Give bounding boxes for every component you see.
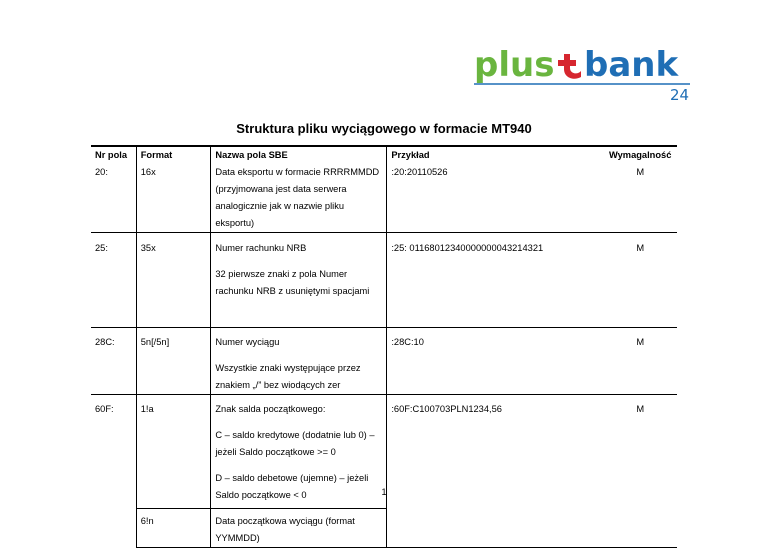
cell-nr: 60F: xyxy=(91,395,136,548)
table-row xyxy=(91,328,677,395)
cell-nr: 25: xyxy=(91,233,136,328)
row-1-nr xyxy=(91,146,136,233)
cell-nazwa: Znak salda początkowego: xyxy=(215,404,326,414)
cell-nazwa-note: Wszystkie znaki występujące przez znakiem „/” bez wiodących zer xyxy=(215,363,361,390)
cell-nazwa: Data początkowa wyciągu (format YYMMDD) xyxy=(211,509,387,548)
document-title: Struktura pliku wyciągowego w formacie MT940 xyxy=(236,121,532,136)
row-1-nazwa xyxy=(211,146,387,233)
row-1-przyklad xyxy=(387,146,602,233)
header-wymag: Wymagalność xyxy=(609,150,672,160)
cell-format: 35x xyxy=(136,233,211,328)
cell-nazwa: Numer wyciągu xyxy=(215,337,280,347)
cell-nr: 20: xyxy=(95,167,108,177)
svg-text:plus: plus xyxy=(474,45,555,85)
cell-nazwa-note: (przyjmowana jest data serwera analogicznie jak w nazwie pliku eksportu) xyxy=(215,184,347,228)
cell-przyklad: :60F:C100703PLN1234,56 xyxy=(387,395,602,548)
cell-nazwa-note: 32 pierwsze znaki z pola Numer rachunku NRB z usuniętymi spacjami xyxy=(215,269,370,296)
cell-nazwa: Data eksportu w formacie RRRRMMDD xyxy=(215,167,380,177)
row-3-nazwa xyxy=(211,328,387,395)
header-przyklad: Przykład xyxy=(391,150,430,160)
svg-text:24: 24 xyxy=(670,86,690,104)
cell-format: 5n[/5n] xyxy=(136,328,211,395)
header-nr: Nr pola xyxy=(95,150,128,160)
cell-wymag: M xyxy=(601,328,677,395)
header-format: Format xyxy=(140,150,173,160)
cell-nazwa: Numer rachunku NRB xyxy=(215,243,307,253)
cell-przyklad: :28C:10 xyxy=(387,328,602,395)
cell-format: 16x xyxy=(140,167,156,177)
row-1-format xyxy=(136,146,211,233)
cell-format: 6!n xyxy=(136,509,211,548)
cell-format: 1!a xyxy=(136,395,211,509)
row-2-nazwa xyxy=(211,233,387,328)
cell-nazwa-note: C – saldo kredytowe (dodatnie lub 0) – jeżeli Saldo początkowe >= 0 xyxy=(215,430,375,457)
plus-bank-logo xyxy=(474,40,694,104)
ribbon-icon xyxy=(558,54,581,79)
cell-wymag: M xyxy=(636,167,645,177)
header-nazwa: Nazwa pola SBE xyxy=(215,150,288,160)
cell-przyklad: :25: 01168012340000000043214321 xyxy=(387,233,602,328)
cell-przyklad: :20:20110526 xyxy=(391,167,448,177)
cell-wymag: M xyxy=(601,395,677,548)
table-row xyxy=(91,146,677,233)
row-1-wymag xyxy=(601,146,677,233)
cell-wymag: M xyxy=(601,233,677,328)
cell-nr: 28C: xyxy=(91,328,136,395)
table-row xyxy=(91,233,677,328)
svg-text:bank: bank xyxy=(584,45,679,85)
page-number: 1 xyxy=(381,487,387,497)
cell-nazwa-note2: D – saldo debetowe (ujemne) – jeżeli Saldo początkowe < 0 xyxy=(215,473,369,500)
